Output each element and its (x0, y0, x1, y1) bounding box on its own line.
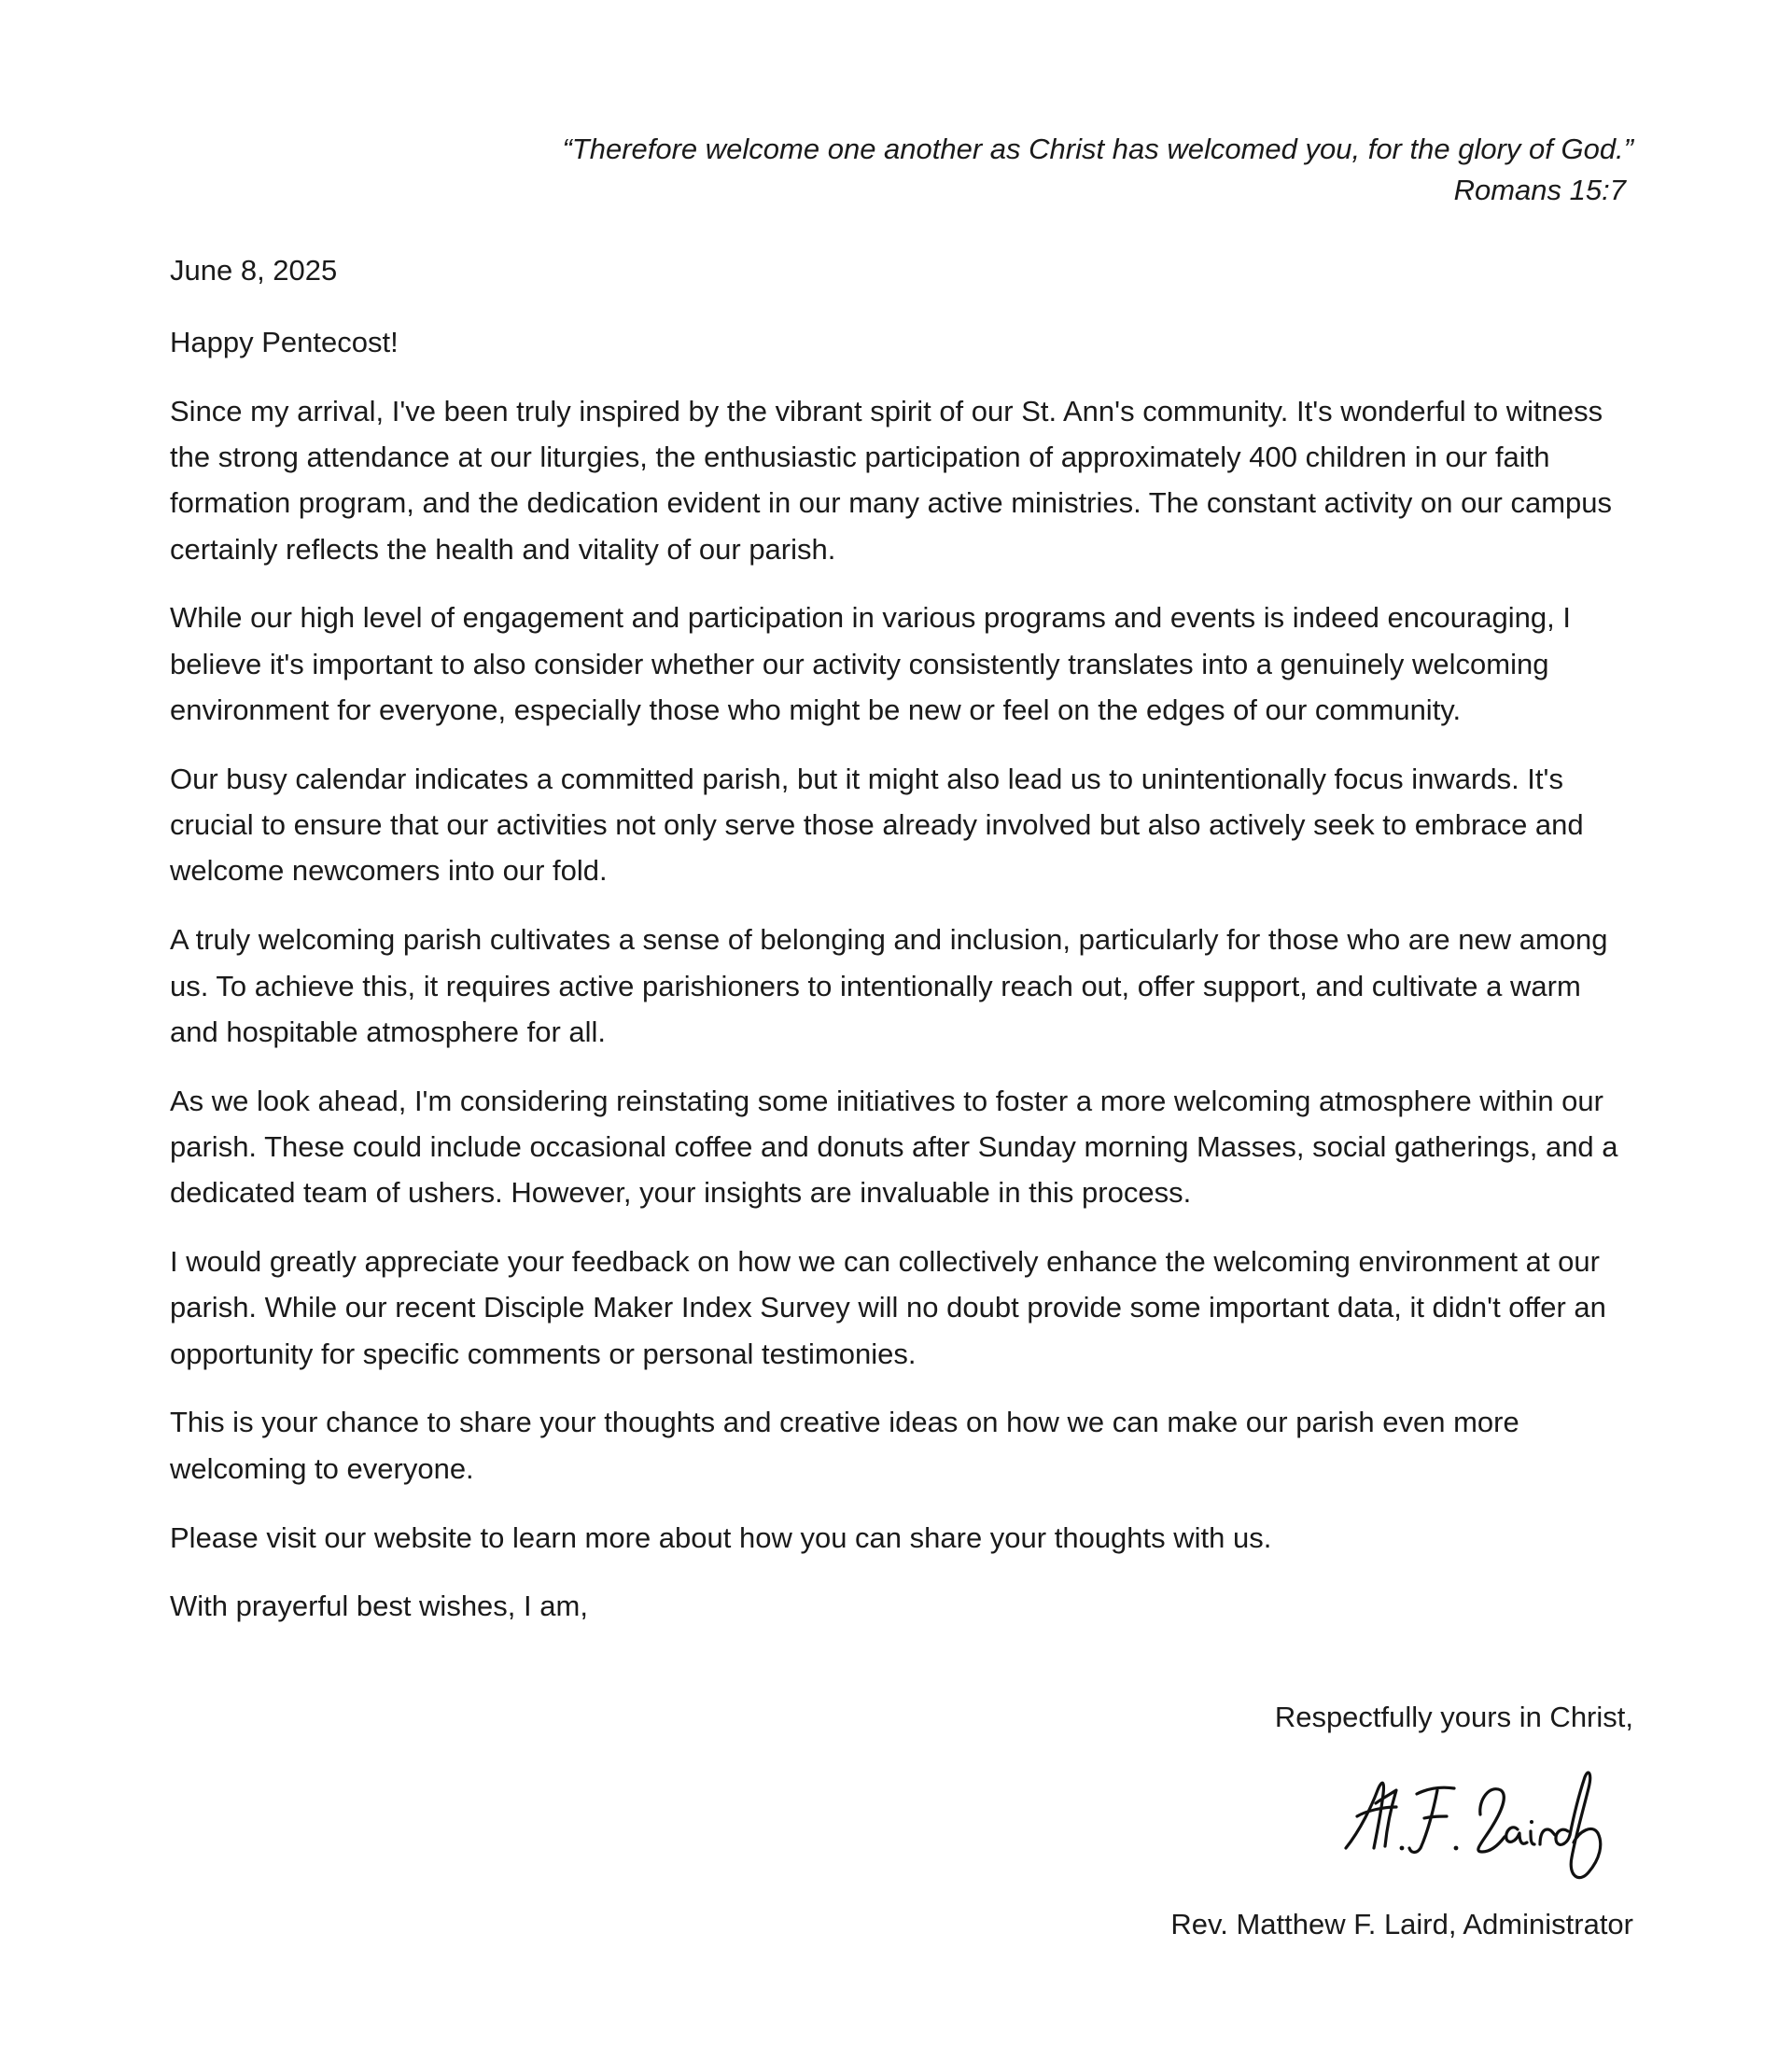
letter-paragraph: I would greatly appreciate your feedback on how we can collectively enhance the welcoming environment at our parish. While our recent Disciple Maker Index Survey will no doubt provide some important data, it didn't offer an opportunity for specific comments or personal testimonies. (170, 1245, 1606, 1370)
letter-valediction: With prayerful best wishes, I am, (170, 1590, 588, 1623)
letter-greeting: Happy Pentecost! (170, 326, 399, 358)
letter-paragraph: As we look ahead, I'm considering reinstating some initiatives to foster a more welcoming atmosphere within our parish. These could include occasional coffee and donuts after Sunday morning Masses, social gatherings, and a dedicated team of ushers. However, your insights are invaluable in this process. (170, 1084, 1618, 1210)
letter-paragraph: While our high level of engagement and participation in various programs and events is indeed encouraging, I believe it's important to also consider whether our activity consistently translates into a genuinely welcoming environment for everyone, especially those who might be new or feel on the edges of our community. (170, 601, 1571, 727)
letter-paragraph: This is your chance to share your thoughts and creative ideas on how we can make our parish even more welcoming to everyone. (170, 1406, 1519, 1485)
epigraph-citation: Romans 15:7 (1453, 174, 1626, 206)
letter-paragraph: Our busy calendar indicates a committed parish, but it might also lead us to unintentionally focus inwards. It's crucial to ensure that our activities not only serve those already involved but also actively seek to embrace and welcome newcomers into our fold. (170, 762, 1584, 888)
letter-closing: Respectfully yours in Christ, (1274, 1701, 1633, 1733)
letter-date: June 8, 2025 (170, 254, 338, 287)
letter-page (170, 0, 1633, 2059)
epigraph-quote: “Therefore welcome one another as Christ has welcomed you, for the glory of God.” (562, 133, 1633, 165)
letter-paragraph: Please visit our website to learn more about how you can share your thoughts with us. (170, 1520, 1272, 1554)
handwritten-signature (1340, 1757, 1611, 1887)
letter-body (170, 319, 1633, 1652)
letter-paragraph: A truly welcoming parish cultivates a sense of belonging and inclusion, particularly for those who are new among us. To achieve this, it requires active parishioners to intentionally reach out, offer support, and cultivate a warm and hospitable atmosphere for all. (170, 923, 1608, 1048)
letter-paragraph: Since my arrival, I've been truly inspired by the vibrant spirit of our St. Ann's community. It's wonderful to witness the strong attendance at our liturgies, the enthusiastic participation of approximately 400 children in our faith formation program, and the dedication evident in our many active ministries. The constant activity on our campus certainly reflects the health and vitality of our parish. (170, 394, 1613, 566)
epigraph (562, 129, 1633, 211)
signer-name: Rev. Matthew F. Laird, Administrator (1170, 1908, 1633, 1940)
